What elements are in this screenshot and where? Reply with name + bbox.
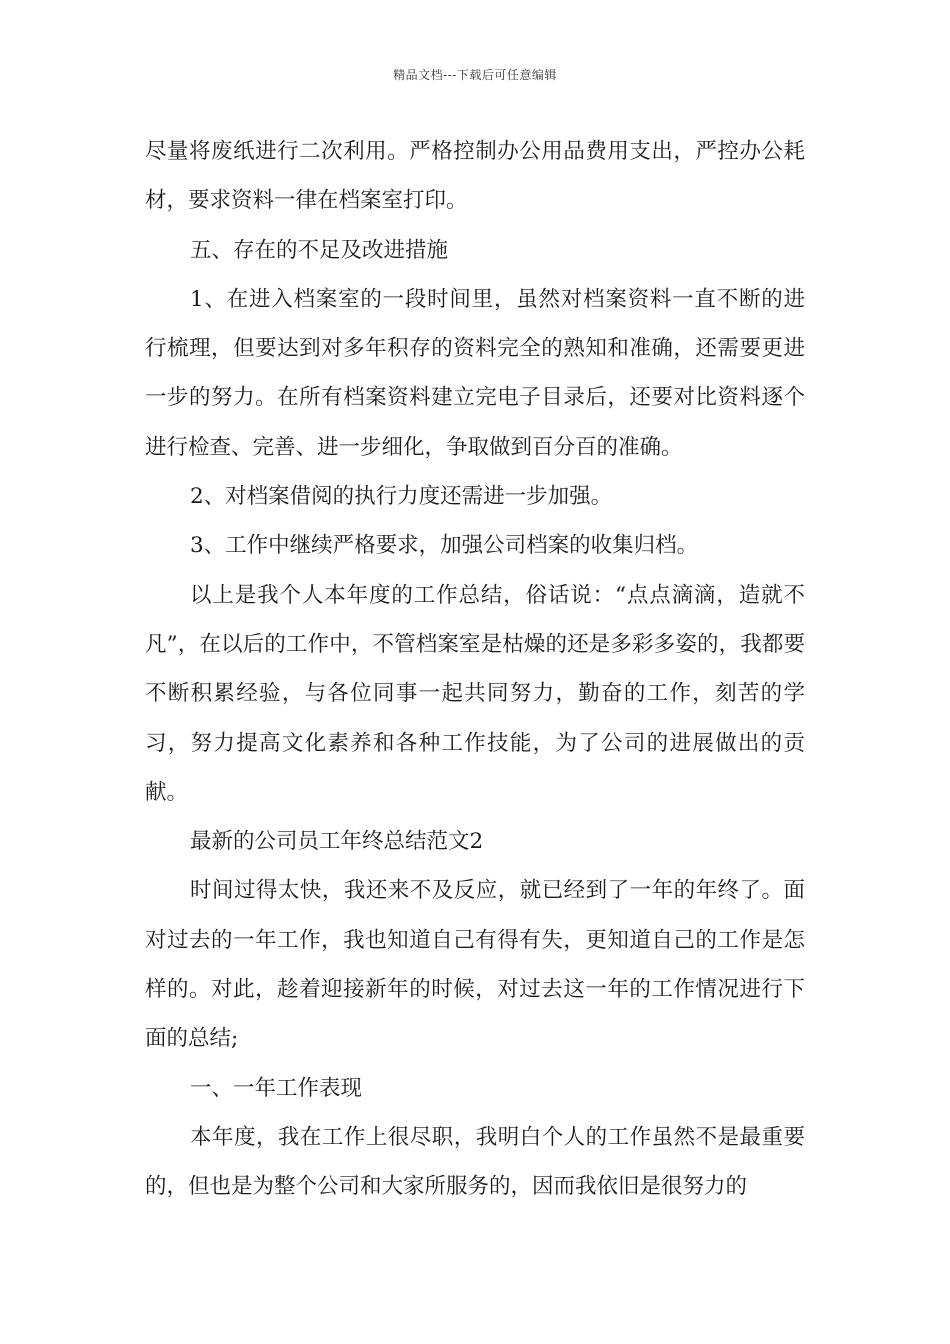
- paragraph-intro: 时间过得太快，我还来不及反应，就已经到了一年的年终了。面对过去的一年工作，我也知道自己有得有失，更知道自己的工作是怎样的。对此，趁着迎接新年的时候，对过去这一年的工作情况进行下面的总结;: [145, 878, 805, 1052]
- paragraph-performance: 本年度，我在工作上很尽职，我明白个人的工作虽然不是最重要的，但也是为整个公司和大家所服务的，因而我依旧是很努力的: [145, 1124, 805, 1200]
- paragraph-item-1: 1、在进入档案室的一段时间里，虽然对档案资料一直不断的进行梳理，但要达到对多年积存的资料完全的熟知和准确，还需要更进一步的努力。在所有档案资料建立完电子目录后，还要对比资料逐个进行检查、完善、进一步细化，争取做到百分百的准确。: [145, 286, 805, 460]
- paragraph-conclusion: 以上是我个人本年度的工作总结，俗话说：“点点滴滴，造就不凡”，在以后的工作中，不管档案室是枯燥的还是多彩多姿的，我都要不断积累经验，与各位同事一起共同努力，勤奋的工作，刻苦的学习，努力提高文化素养和各种工作技能，为了公司的进展做出的贡献。: [145, 582, 805, 805]
- paragraph-item-2: 2、对档案借阅的执行力度还需进一步加强。: [190, 484, 613, 510]
- document-body: [145, 127, 805, 1212]
- section-heading-shortcomings: 五、存在的不足及改进措施: [190, 237, 449, 263]
- paragraph-item-3: 3、工作中继续严格要求，加强公司档案的收集归档。: [190, 533, 699, 559]
- paragraph-continuation: 尽量将废纸进行二次利用。严格控制办公用品费用支出，严控办公耗材，要求资料一律在档案室打印。: [145, 139, 805, 214]
- section-heading-performance: 一、一年工作表现: [190, 1075, 363, 1101]
- page-header: 精品文档---下载后可任意编辑: [393, 68, 557, 82]
- section-title-2: 最新的公司员工年终总结范文2: [190, 829, 484, 855]
